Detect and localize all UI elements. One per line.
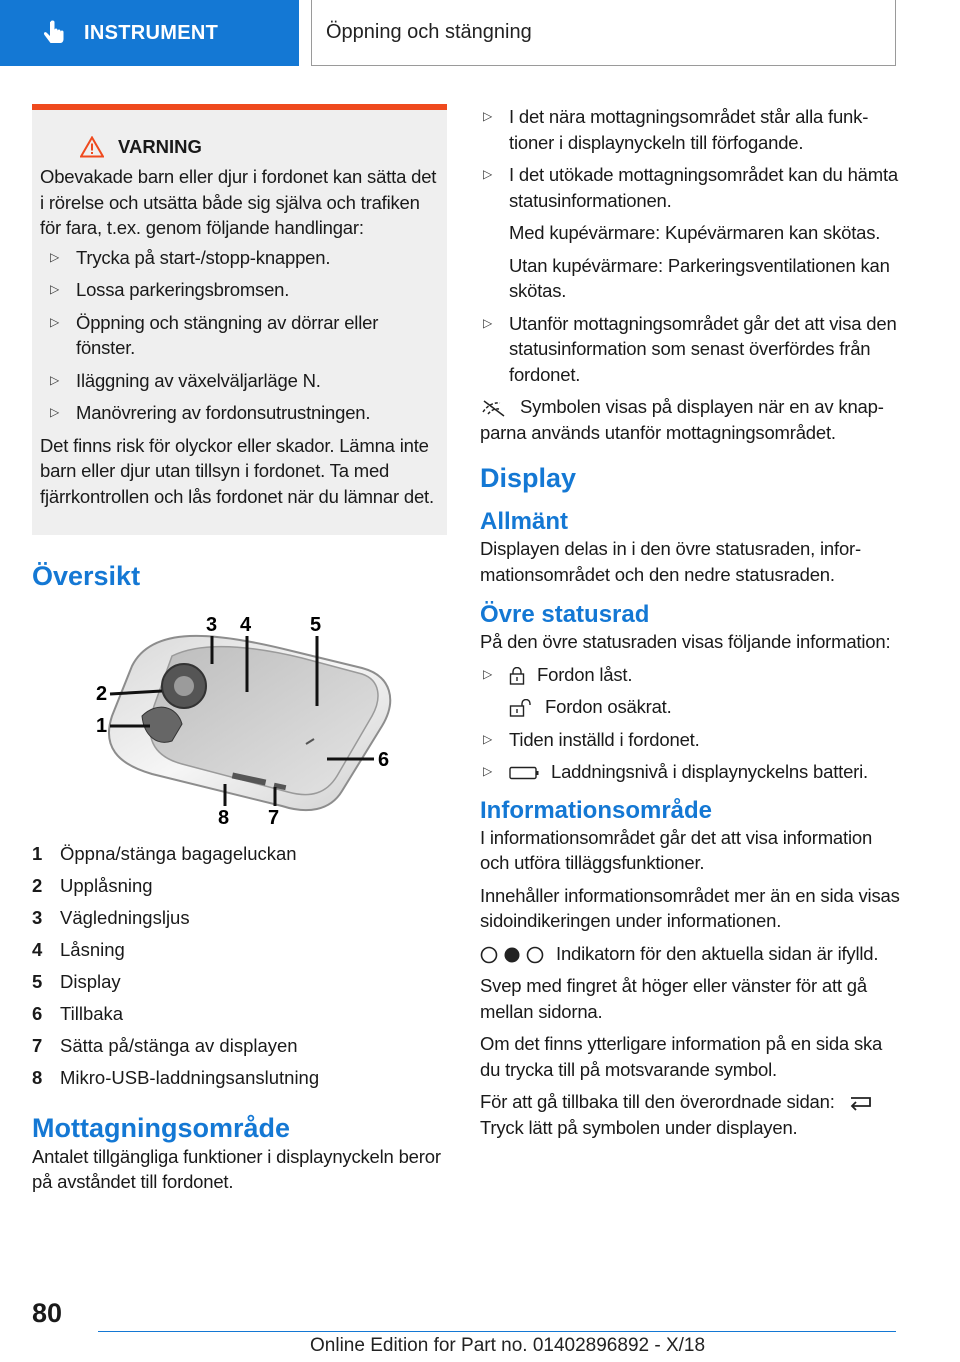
battery-icon	[509, 766, 539, 780]
list-item: 7 Sätta på/stänga av displayen	[32, 1035, 298, 1056]
lock-closed-icon	[509, 667, 525, 685]
lock-open-icon	[509, 699, 533, 717]
callout-3: 3	[206, 614, 218, 636]
list-item: ▷ I det utökade mottagningsområdet kan du hämta statusinformationen.	[480, 162, 900, 213]
info-text-3: Svep med fingret åt höger eller vänster för att gå mellan sidorna.	[480, 975, 867, 1022]
list-item: 2 Upplåsning	[32, 875, 153, 896]
reception-heading: Mottagningsområde	[32, 1112, 291, 1143]
warning-intro: Obevakade barn eller djur i fordonet kan sätta det i rörelse och utsätta både sig själva och trafiken för fara, t.ex. genom följande handlingar:	[40, 166, 437, 238]
callout-2: 2	[96, 683, 108, 705]
back-arrow-icon	[848, 1094, 874, 1112]
symbol-note: Symbolen visas på displayen när en av knapparna används utanför mottagningsområdet.	[480, 396, 884, 443]
info-text-1: I informationsområdet går det att visa information och utföra tilläggsfunktioner.	[480, 826, 873, 873]
list-item: ▷ Laddningsnivå i displaynyckelns batteri.	[480, 759, 900, 785]
unlocked-line: Fordon osäkrat.	[509, 694, 900, 720]
list-item: ▷ Tiden inställd i fordonet.	[480, 727, 900, 753]
general-heading: Allmänt	[480, 508, 569, 535]
display-heading: Display	[480, 463, 577, 493]
section-label: INSTRUMENT	[84, 21, 219, 44]
warning-title: VARNING	[118, 136, 202, 157]
reception-list-2	[480, 311, 900, 388]
section-tab[interactable]	[0, 0, 299, 66]
info-indicator-line: Indikatorn för den aktuella sidan är ifylld.	[480, 941, 900, 967]
page-indicator-icon	[480, 946, 544, 964]
callout-6: 6	[378, 749, 390, 771]
list-item: ▷ Fordon låst.	[480, 662, 900, 688]
list-item: ▷ Trycka på start-/stopp-knappen.	[40, 245, 439, 271]
callout-8: 8	[218, 807, 230, 826]
footer-divider	[98, 1331, 896, 1332]
hand-touch-icon	[38, 16, 72, 50]
upper-status-text: På den övre statusraden visas följande information:	[480, 631, 891, 652]
page-title: Öppning och stängning	[311, 0, 896, 66]
list-item: ▷ I det nära mottagningsområdet står alla funktioner i displaynyckeln till förfogande.	[480, 104, 900, 155]
sub-text: Utan kupévärmare: Parkeringsventilationen kan skötas.	[509, 254, 890, 301]
list-item: 8 Mikro-USB-laddningsanslutning	[32, 1067, 320, 1088]
display-key-illustration	[62, 606, 402, 826]
list-item: ▷ Lossa parkeringsbromsen.	[40, 277, 439, 303]
page-number: 80	[32, 1298, 63, 1328]
reception-list	[480, 104, 900, 213]
upper-status-heading: Övre statusrad	[480, 601, 650, 628]
info-text-2: Innehåller informationsområdet mer än en sida visas sidoindikeringen under informationen.	[480, 884, 900, 931]
warning-list	[40, 245, 439, 426]
callout-7: 7	[268, 807, 280, 826]
reception-text: Antalet tillgängliga funktioner i displaynyckeln beror på avståndet till fordonet.	[32, 1145, 441, 1192]
list-item: ▷ Iläggning av växelväljarläge N.	[40, 368, 439, 394]
callout-4: 4	[240, 614, 252, 636]
info-text-4: Om det finns ytterligare information på en sida ska du trycka till på motsvarande symbol.	[480, 1033, 883, 1080]
list-item: ▷ Manövrering av fordonsutrustningen.	[40, 400, 439, 426]
no-signal-icon	[480, 398, 508, 418]
left-column	[32, 104, 447, 1195]
callout-1: 1	[96, 715, 108, 737]
warning-heading	[80, 136, 439, 158]
warning-outro: Det finns risk för olyckor eller skador. Lämna inte barn eller djur utan tillsyn i fordonet. Ta med fjärrkontrollen och lås fordonet när du lämnar det.	[40, 434, 434, 507]
general-text: Displayen delas in i den övre statusraden, informationsområdet och den nedre statusraden.	[480, 538, 862, 585]
list-item: 3 Vägledningsljus	[32, 907, 190, 928]
list-item: 6 Tillbaka	[32, 1003, 124, 1024]
info-back-line: För att gå tillbaka till den överordnade sidan:	[480, 1089, 900, 1115]
overview-heading: Översikt	[32, 561, 141, 591]
warning-box	[32, 104, 447, 535]
list-item: 1 Öppna/stänga bagageluckan	[32, 843, 297, 864]
status-list-2	[480, 727, 900, 785]
callout-5: 5	[310, 614, 322, 636]
info-tap-line: Tryck lätt på symbolen under displayen.	[480, 1116, 798, 1138]
info-area-heading: Informationsområde	[480, 796, 713, 824]
warning-triangle-icon	[80, 136, 104, 158]
list-item: ▷ Utanför mottagningsområdet går det att visa den statusinformation som senast överfördes från fordonet.	[480, 311, 900, 388]
legend-list	[32, 841, 447, 1091]
sub-text: Med kupévärmare: Kupévärmaren kan skötas.	[509, 222, 881, 243]
footer-edition: Online Edition for Part no. 01402896892 - X/18	[310, 1335, 706, 1356]
list-item: ▷ Öppning och stängning av dörrar eller fönster.	[40, 310, 439, 361]
status-list	[480, 662, 900, 688]
list-item: 4 Låsning	[32, 939, 125, 960]
right-column	[480, 104, 900, 1140]
list-item: 5 Display	[32, 971, 121, 992]
